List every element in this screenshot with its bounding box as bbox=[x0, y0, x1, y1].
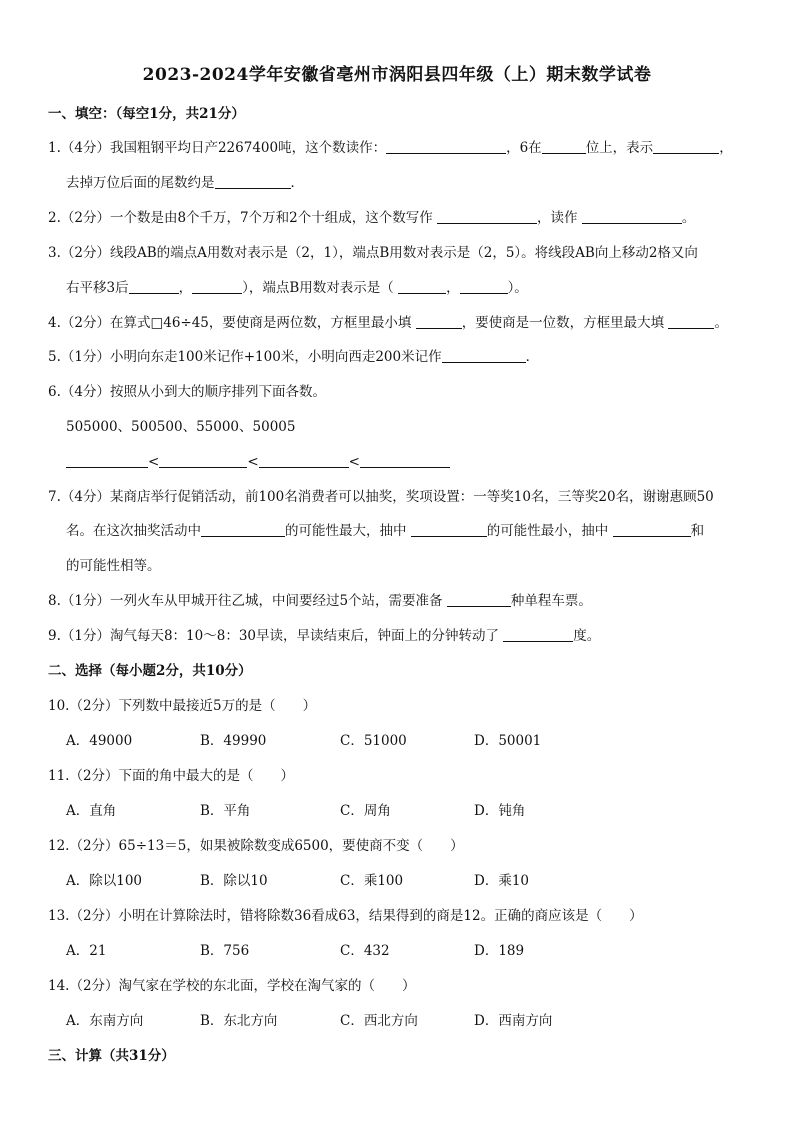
question-2: 2.（2分）一个数是由8个千万，7个万和2个十组成，这个数写作 ，读作 。 bbox=[48, 210, 696, 226]
blank[interactable] bbox=[668, 314, 714, 329]
option-a[interactable]: A．21 bbox=[66, 943, 107, 959]
blank[interactable] bbox=[503, 627, 573, 642]
option-b[interactable]: B．除以10 bbox=[200, 873, 268, 889]
section-fill-heading: 一、填空：（每空1分，共21分） bbox=[48, 106, 245, 122]
question-7-line-2: 名。在这次抽奖活动中 的可能性最大，抽中 的可能性最小，抽中 和 bbox=[66, 523, 705, 539]
option-a[interactable]: A．直角 bbox=[66, 803, 117, 819]
option-c[interactable]: C．432 bbox=[340, 943, 390, 959]
question-14: 14.（2分）淘气家在学校的东北面，学校在淘气家的（ ） bbox=[48, 978, 416, 994]
option-a[interactable]: A．东南方向 bbox=[66, 1013, 144, 1029]
section-choice-heading: 二、选择（每小题2分，共10分） bbox=[48, 663, 252, 679]
blank[interactable] bbox=[613, 522, 691, 537]
option-b[interactable]: B．756 bbox=[200, 943, 250, 959]
section-calc-heading: 三、计算（共31分） bbox=[48, 1048, 175, 1064]
question-6-ordering: < < < bbox=[66, 452, 754, 472]
question-1-line-2: 去掉万位后面的尾数约是 ． bbox=[66, 175, 304, 191]
question-6: 6.（4分）按照从小到大的顺序排列下面各数。 bbox=[48, 384, 326, 400]
blank[interactable] bbox=[215, 174, 291, 189]
option-d[interactable]: D．189 bbox=[474, 943, 525, 959]
blank[interactable] bbox=[360, 453, 450, 468]
blank[interactable] bbox=[66, 453, 148, 468]
question-7-line-3: 的可能性相等。 bbox=[66, 558, 161, 574]
blank[interactable] bbox=[411, 522, 487, 537]
blank[interactable] bbox=[201, 522, 285, 537]
option-c[interactable]: C．西北方向 bbox=[340, 1013, 418, 1029]
question-3-line-1: 3.（2分）线段AB的端点A用数对表示是（2，1），端点B用数对表示是（2，5）。将线段AB向上移动2格又向 bbox=[48, 245, 698, 261]
question-1-line-1: 1.（4分）我国粗钢平均日产2267400吨，这个数读作： ，6在 位上，表示 ， bbox=[48, 140, 733, 156]
blank[interactable] bbox=[159, 453, 247, 468]
question-4: 4.（2分）在算式□46÷45，要使商是两位数，方框里最小填 ，要使商是一位数，方框里最大填 。 bbox=[48, 315, 728, 331]
blank[interactable] bbox=[582, 209, 682, 224]
blank[interactable] bbox=[416, 314, 462, 329]
blank[interactable] bbox=[192, 279, 242, 294]
blank[interactable] bbox=[437, 209, 537, 224]
blank[interactable] bbox=[259, 453, 349, 468]
option-c[interactable]: C．周角 bbox=[340, 803, 391, 819]
option-b[interactable]: B．49990 bbox=[200, 733, 267, 749]
blank[interactable] bbox=[129, 279, 179, 294]
option-c[interactable]: C．乘100 bbox=[340, 873, 404, 889]
option-a[interactable]: A．49000 bbox=[66, 733, 133, 749]
question-8: 8.（1分）一列火车从甲城开往乙城，中间要经过5个站，需要准备 种单程车票。 bbox=[48, 593, 592, 609]
option-b[interactable]: B．东北方向 bbox=[200, 1013, 278, 1029]
option-d[interactable]: D．西南方向 bbox=[474, 1013, 553, 1029]
blank[interactable] bbox=[447, 592, 511, 607]
question-13: 13.（2分）小明在计算除法时，错将除数36看成63，结果得到的商是12。正确的商应该是（ ） bbox=[48, 908, 643, 924]
question-6-numbers: 505000、500500、55000、50005 bbox=[66, 419, 296, 435]
question-12: 12.（2分）65÷13＝5，如果被除数变成6500，要使商不变（ ） bbox=[48, 838, 464, 854]
question-9: 9.（1分）淘气每天8：10～8：30早读，早读结束后，钟面上的分钟转动了 度。 bbox=[48, 628, 601, 644]
question-7-line-1: 7.（4分）某商店举行促销活动，前100名消费者可以抽奖，奖项设置：一等奖10名，三等奖20名，谢谢惠顾50 bbox=[48, 489, 714, 505]
option-b[interactable]: B．平角 bbox=[200, 803, 251, 819]
blank[interactable] bbox=[542, 139, 586, 154]
question-10: 10.（2分）下列数中最接近5万的是（ ） bbox=[48, 698, 317, 714]
question-3-line-2: 右平移3后 ， ），端点B用数对表示是（ ， ）。 bbox=[66, 280, 528, 296]
option-a[interactable]: A．除以100 bbox=[66, 873, 143, 889]
option-c[interactable]: C．51000 bbox=[340, 733, 407, 749]
exam-title: 2023-2024学年安徽省亳州市涡阳县四年级（上）期末数学试卷 bbox=[142, 65, 652, 85]
blank[interactable] bbox=[653, 139, 719, 154]
option-d[interactable]: D．50001 bbox=[474, 733, 542, 749]
blank[interactable] bbox=[460, 279, 508, 294]
blank[interactable] bbox=[398, 279, 446, 294]
blank[interactable] bbox=[442, 348, 526, 363]
option-d[interactable]: D．钝角 bbox=[474, 803, 526, 819]
question-11: 11.（2分）下面的角中最大的是（ ） bbox=[48, 768, 295, 784]
question-5: 5.（1分）小明向东走100米记作+100米，小明向西走200米记作 ． bbox=[48, 349, 540, 365]
option-d[interactable]: D．乘10 bbox=[474, 873, 530, 889]
blank[interactable] bbox=[386, 139, 506, 154]
